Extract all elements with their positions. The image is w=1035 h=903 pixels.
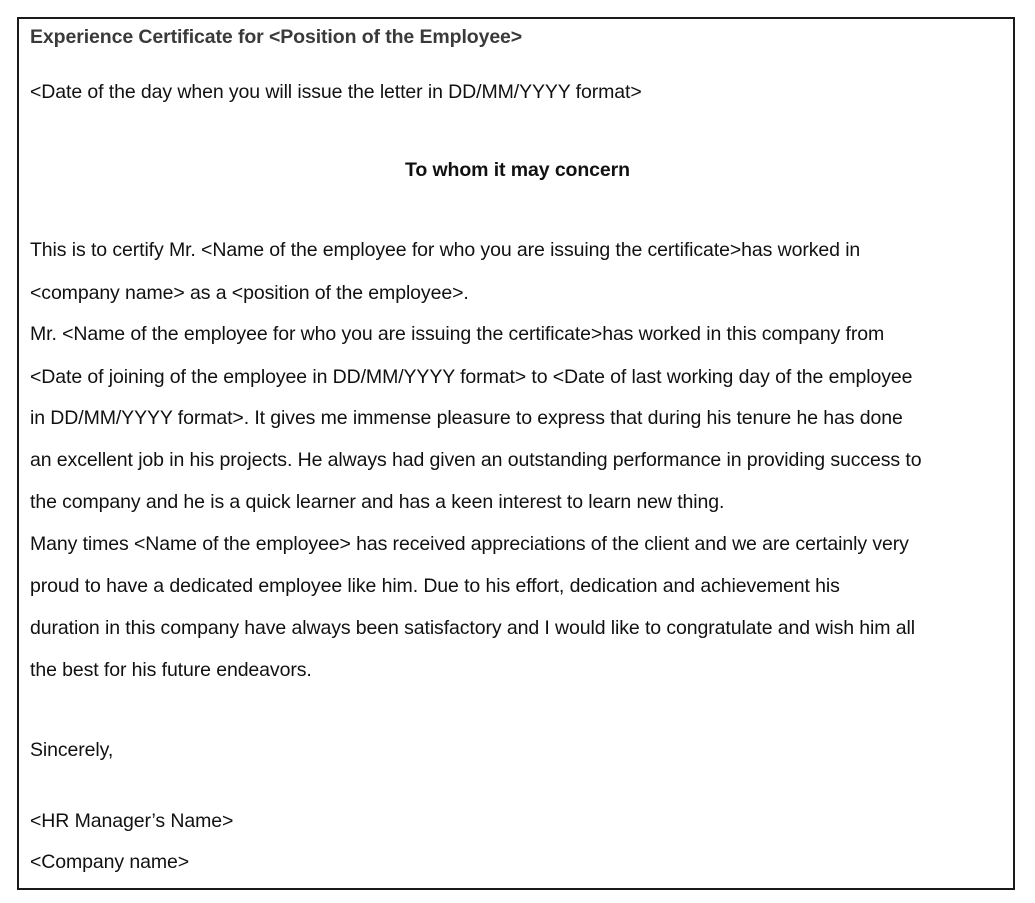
body-line: an excellent job in his projects. He always had given an outstanding performance in providing success to (30, 449, 922, 471)
body-line: duration in this company have always been satisfactory and I would like to congratulate and wish him all (30, 617, 915, 639)
body-line: <company name> as a <position of the employee>. (30, 282, 469, 304)
body-line: <Date of joining of the employee in DD/MM/YYYY format> to <Date of last working day of the employee (30, 366, 913, 388)
body-line: Mr. <Name of the employee for who you are issuing the certificate>has worked in this company from (30, 323, 885, 345)
salutation: To whom it may concern (405, 159, 630, 181)
body-line: in DD/MM/YYYY format>. It gives me immense pleasure to express that during his tenure he has done (30, 407, 903, 429)
body-line: This is to certify Mr. <Name of the employee for who you are issuing the certificate>has worked in (30, 239, 861, 261)
closing: Sincerely, (30, 739, 114, 761)
body-line: Many times <Name of the employee> has received appreciations of the client and we are certainly very (30, 533, 909, 555)
body-line: the company and he is a quick learner and has a keen interest to learn new thing. (30, 491, 725, 513)
certificate-heading: Experience Certificate for <Position of the Employee> (30, 26, 523, 48)
body-line: proud to have a dedicated employee like him. Due to his effort, dedication and achievement his (30, 575, 840, 597)
signer-name: <HR Manager’s Name> (30, 810, 234, 832)
signer-company: <Company name> (30, 851, 190, 873)
body-line: the best for his future endeavors. (30, 659, 312, 681)
date-line: <Date of the day when you will issue the letter in DD/MM/YYYY format> (30, 81, 642, 103)
